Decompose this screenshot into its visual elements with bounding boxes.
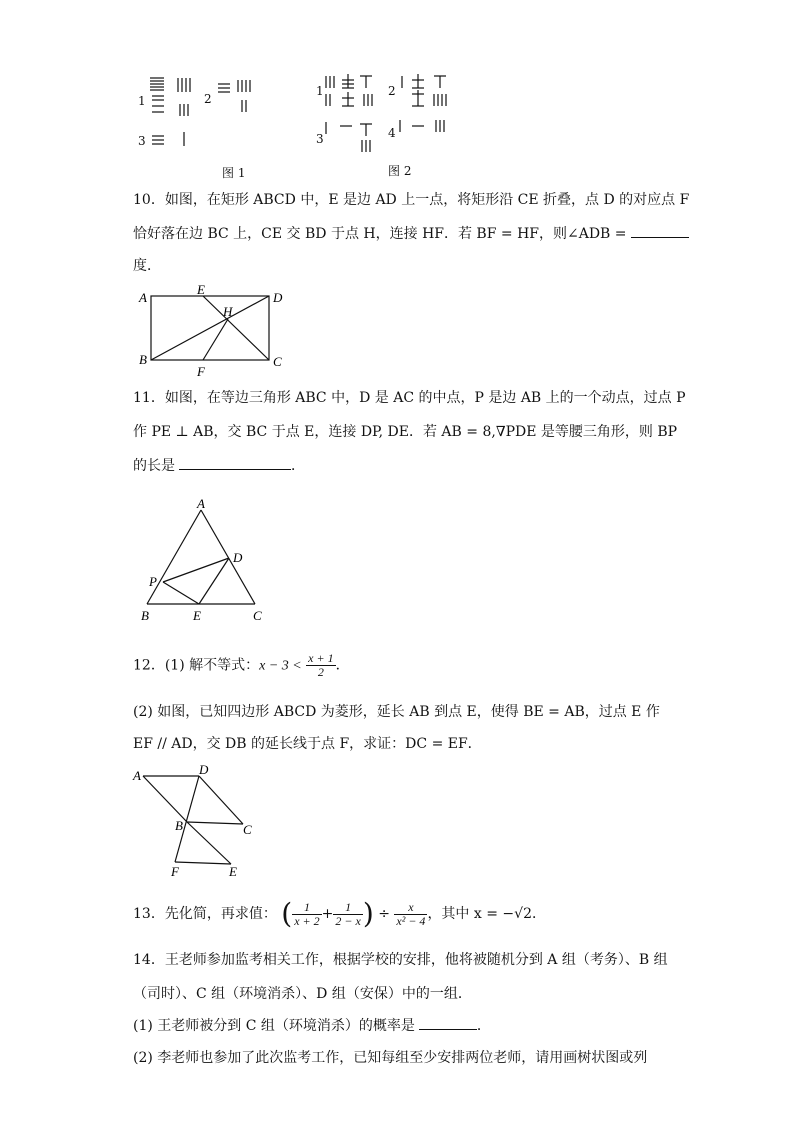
q12-part2-line1: (2) 如图，已知四边形 ABCD 为菱形，延长 AB 到点 E，使得 BE = AB，过点 E 作 (133, 704, 660, 720)
q10-rectangle-figure (133, 282, 293, 382)
q11-label-C: C (253, 608, 262, 623)
q14-number: 14． (133, 952, 165, 968)
q12-label-D: D (199, 762, 209, 777)
q10-answer-blank (631, 237, 689, 238)
q10-label-C: C (273, 354, 282, 369)
q13-f3-num: x (394, 901, 427, 915)
q12-part2-line2: EF // AD，交 DB 的延长线于点 F，求证：DC = EF． (133, 736, 482, 752)
q14-text-1: 王老师参加监考相关工作，根据学校的安排，他将被随机分到 A 组（考务）、B 组 (164, 952, 668, 968)
q13-f3-den: x² − 4 (396, 913, 426, 928)
q13-line (133, 896, 546, 932)
q10-line2 (133, 224, 689, 244)
q14-line3 (133, 1016, 491, 1036)
q12-rhombus-figure (131, 762, 271, 882)
q13-plus: + (321, 906, 334, 922)
q12-label-B: B (175, 818, 183, 833)
q14-line2: （司时）、C 组（环境消杀）、D 组（安保）中的一组． (133, 986, 472, 1002)
q11-line2: 作 PE ⊥ AB，交 BC 于点 E，连接 DP, DE．若 AB = 8,∇PDE 是等腰三角形，则 BP (133, 424, 678, 440)
q13-prefix: 先化简，再求值： (164, 906, 277, 922)
q13-f1-den: x + 2 (294, 913, 320, 928)
q13-left-paren: ( (281, 897, 293, 930)
q13-fraction-3 (394, 901, 427, 928)
q12-part1 (133, 652, 350, 680)
q12-frac-den: 2 (317, 665, 324, 679)
q14-answer-blank (419, 1029, 477, 1030)
q13-fraction-2 (333, 901, 362, 928)
q13-number: 13． (133, 906, 165, 922)
q11-label-A: A (197, 496, 205, 511)
q10-label-D: D (273, 290, 283, 305)
q12-label-C: C (243, 822, 252, 837)
q10-label-H: H (223, 304, 233, 319)
fig2-label-1: 1 (316, 84, 324, 98)
q12-part1-fraction (306, 652, 335, 679)
q13-f2-den: 2 − x (335, 913, 361, 928)
q11-label-D: D (233, 550, 243, 565)
fig1-caption: 图 1 (222, 166, 246, 180)
fig2-label-2: 2 (388, 84, 396, 98)
q14-line4: (2) 李老师也参加了此次监考工作，已知每组至少安排两位老师，请用画树状图或列 (133, 1050, 648, 1066)
fig2-caption: 图 2 (388, 164, 412, 178)
q12-number: 12． (133, 657, 165, 674)
q10-line1 (133, 190, 689, 210)
q11-triangle-figure (133, 496, 273, 626)
q14-line1 (133, 950, 668, 970)
fig2-rods (312, 66, 462, 160)
q13-right-paren: ) (362, 897, 374, 930)
q11-text-1: 如图，在等边三角形 ABC 中，D 是 AC 的中点，P 是边 AB 上的一个动点，过点 P (164, 390, 686, 406)
fig1-label-2: 2 (204, 92, 212, 106)
figure-2 (312, 66, 462, 180)
fig2-label-3: 3 (316, 132, 324, 146)
fig2-label-4: 4 (388, 126, 396, 140)
fig1-label-3: 3 (138, 134, 146, 148)
q11-line3 (133, 456, 305, 476)
q12-frac-num: x + 1 (308, 651, 334, 665)
q11-label-P: P (149, 574, 157, 589)
q14-text-3-end: ． (476, 1018, 491, 1034)
q11-label-B: B (141, 608, 149, 623)
fig1-label-1: 1 (138, 94, 146, 108)
q11-label-E: E (193, 608, 201, 623)
q12-label-A: A (133, 768, 141, 783)
q10-line3: 度． (133, 258, 161, 274)
q11-number: 11． (133, 390, 165, 406)
figure-1 (130, 70, 280, 180)
q11-answer-blank (179, 469, 291, 470)
q13-fraction-1 (292, 901, 321, 928)
q12-label-E: E (229, 864, 237, 879)
q10-label-E: E (197, 282, 205, 297)
q13-f2-num: 1 (333, 901, 362, 915)
q12-part1-lhs: x − 3 < (259, 658, 302, 674)
q10-number: 10． (133, 192, 165, 208)
q10-text-1: 如图，在矩形 ABCD 中，E 是边 AD 上一点，将矩形沿 CE 折叠，点 D 的对应点 F (164, 192, 690, 208)
q10-text-2: 恰好落在边 BC 上，CE 交 BD 于点 H，连接 HF．若 BF = HF，则∠ADB = (133, 226, 627, 242)
q13-f1-num: 1 (292, 901, 321, 915)
q12-label-F: F (171, 864, 179, 879)
q13-divide: ÷ (378, 906, 390, 922)
q10-label-F: F (197, 364, 205, 379)
q11-text-3-end: ． (291, 458, 305, 474)
q12-part1-prefix: (1) 解不等式： (164, 657, 260, 674)
q10-label-A: A (139, 290, 147, 305)
q14-text-3: (1) 王老师被分到 C 组（环境消杀）的概率是 (133, 1018, 415, 1034)
fig1-rods (130, 70, 280, 160)
q13-suffix: ，其中 x = −√2． (427, 906, 546, 922)
q12-part1-end: ． (335, 657, 350, 674)
q10-label-B: B (139, 352, 147, 367)
q11-line1 (133, 388, 686, 408)
q11-text-3: 的长是 (133, 458, 175, 474)
